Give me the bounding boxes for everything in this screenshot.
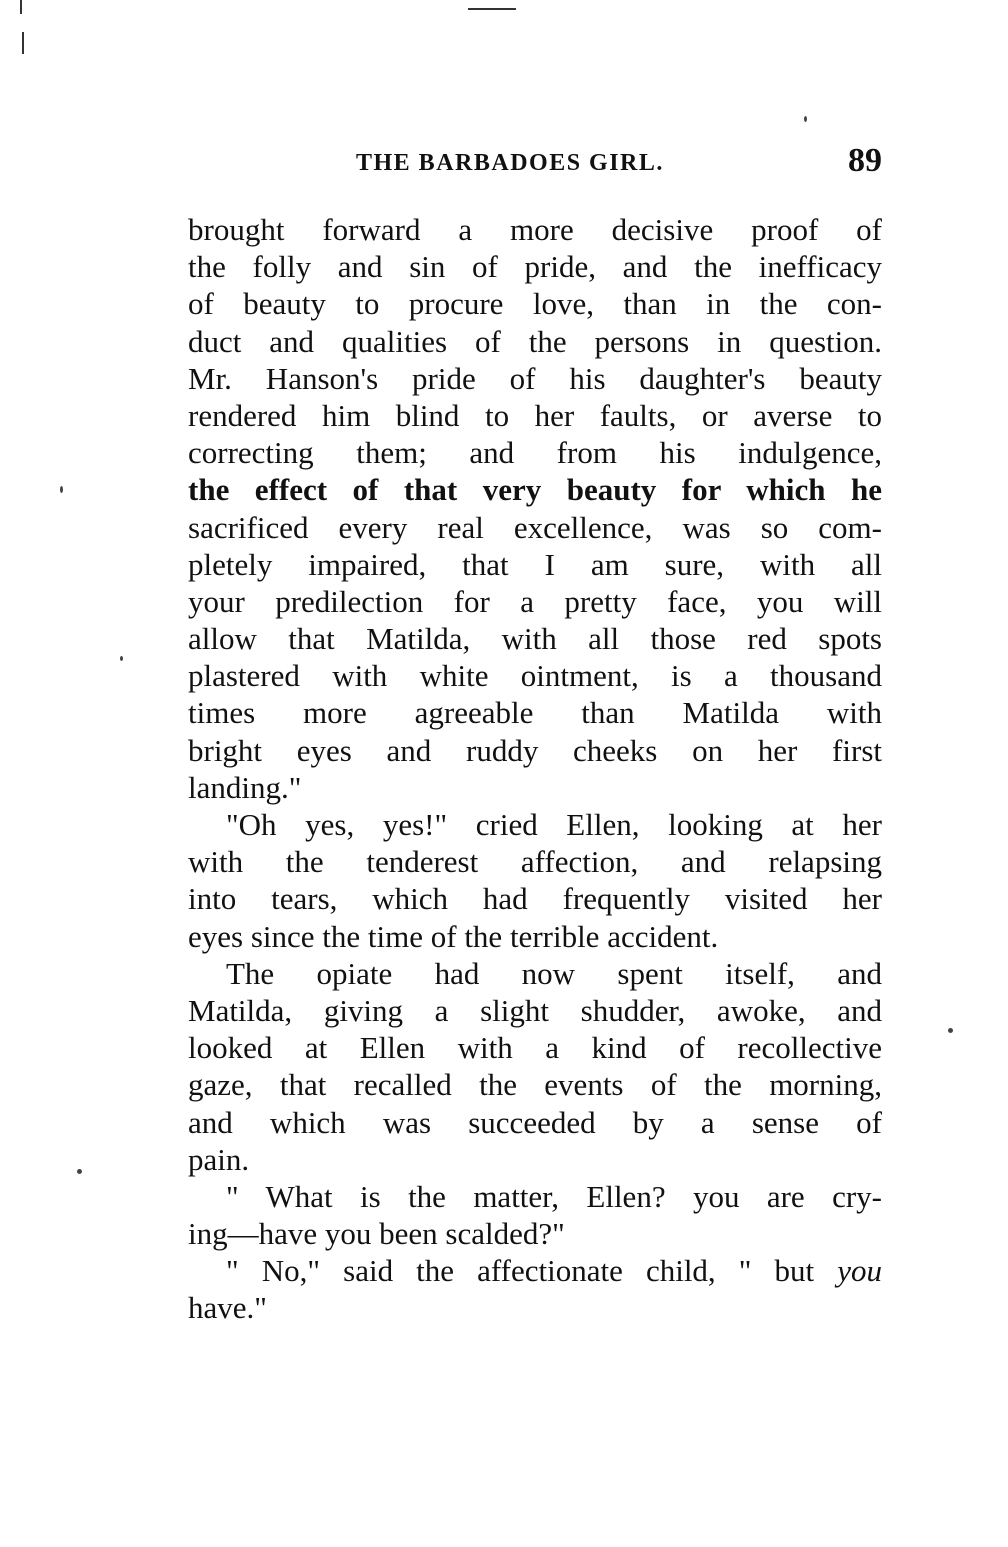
text-line: The opiate had now spent itself, and [226, 955, 882, 991]
text-line: bright eyes and ruddy cheeks on her first [188, 732, 882, 768]
text-line: the effect of that very beauty for which he [188, 472, 882, 508]
running-head [188, 142, 882, 182]
text-line: sacrificed every real excellence, was so com- [188, 509, 882, 545]
text-line: plastered with white ointment, is a thousand [188, 658, 882, 694]
text-line: Matilda, giving a slight shudder, awoke, and [188, 992, 882, 1028]
text-line: Mr. Hanson's pride of his daughter's beauty [188, 360, 882, 396]
scan-edge-mark [468, 8, 516, 10]
text-line: with the tenderest affection, and relapsing [188, 844, 882, 880]
emphasis-text: you [837, 1253, 882, 1289]
text-line: " What is the matter, Ellen? you are cry- [226, 1178, 882, 1214]
scan-speck [948, 1028, 953, 1033]
text-line: of beauty to procure love, than in the con- [188, 286, 882, 322]
text-line: pain. [188, 1141, 250, 1177]
text-line: correcting them; and from his indulgence, [188, 435, 882, 471]
scan-speck [120, 656, 123, 661]
scan-speck [77, 1169, 82, 1174]
running-title: THE BARBADOES GIRL. [356, 150, 664, 176]
text-line: your predilection for a pretty face, you will [188, 583, 882, 619]
text-line: "Oh yes, yes!" cried Ellen, looking at her [226, 807, 882, 842]
text-line: into tears, which had frequently visited her [188, 881, 882, 917]
text-line: rendered him blind to her faults, or averse to [188, 397, 882, 433]
text-line: times more agreeable than Matilda with [188, 695, 882, 731]
scan-speck [804, 116, 807, 122]
text-line: pletely impaired, that I am sure, with all [188, 546, 882, 582]
text-line: allow that Matilda, with all those red spots [188, 621, 882, 657]
text-line: duct and qualities of the persons in question. [188, 323, 882, 359]
text-line: have." [188, 1290, 267, 1326]
text-line: the folly and sin of pride, and the inefficacy [188, 249, 882, 285]
scan-edge-mark [20, 0, 22, 14]
text-line: and which was succeeded by a sense of [188, 1104, 882, 1140]
text-line: looked at Ellen with a kind of recollective [188, 1030, 882, 1066]
text-line: eyes since the time of the terrible accident. [188, 918, 719, 954]
text-line: " No," said the affectionate child, " but you [226, 1253, 882, 1289]
text-line: landing." [188, 769, 302, 805]
body-text [188, 211, 882, 1327]
text-line: ing—have you been scalded?" [188, 1216, 565, 1252]
scan-edge-mark [22, 32, 24, 54]
text-line: gaze, that recalled the events of the morning, [188, 1067, 882, 1103]
page-number: 89 [848, 142, 882, 179]
text-line: brought forward a more decisive proof of [188, 212, 882, 247]
scan-speck [60, 486, 63, 493]
